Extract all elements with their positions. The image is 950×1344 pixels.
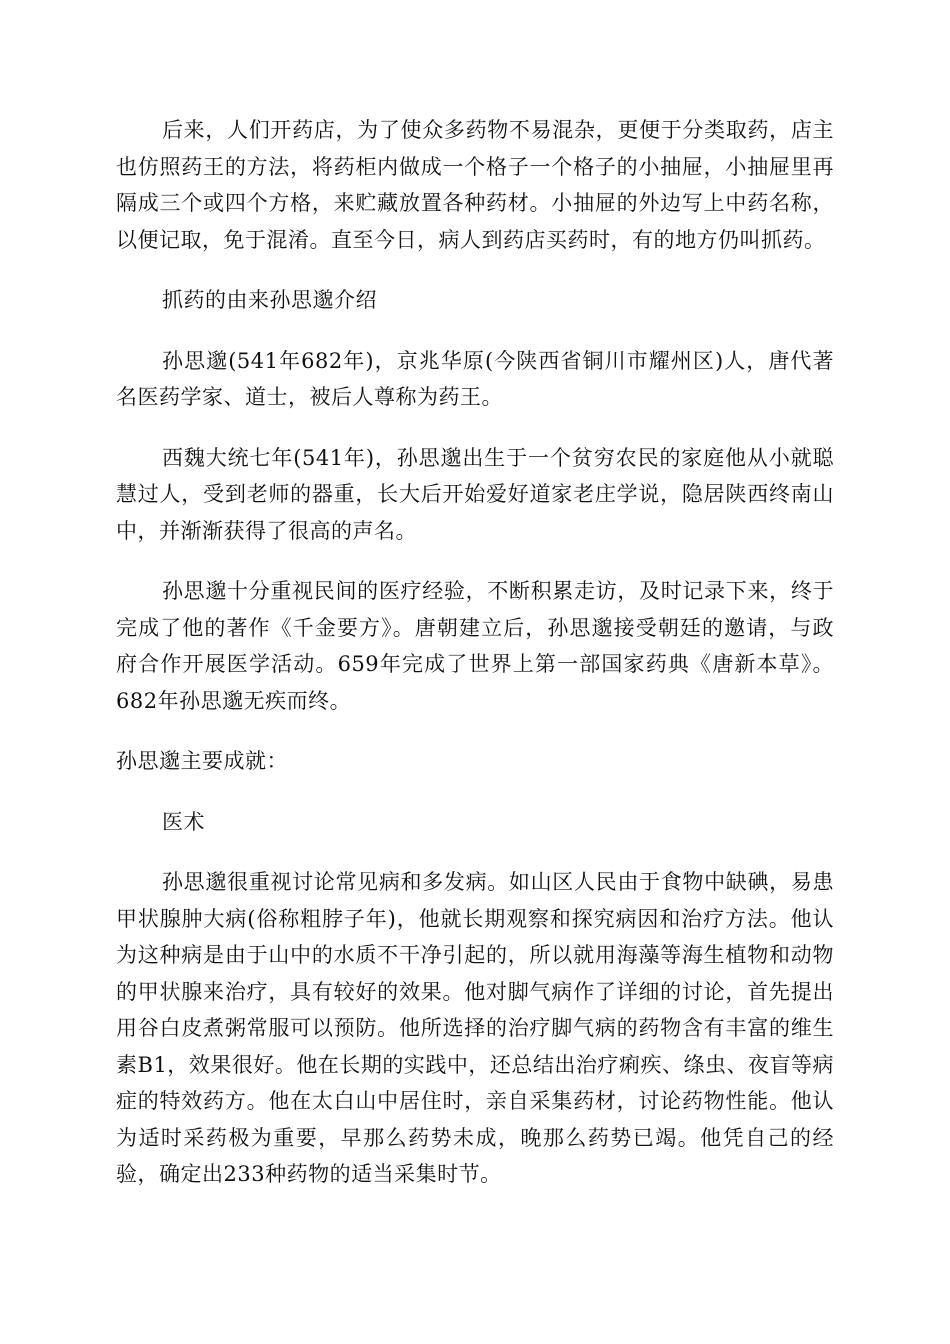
paragraph-works: 孙思邈十分重视民间的医疗经验，不断积累走访，及时记录下来，终于完成了他的著作《千金要方》。唐朝建立后，孙思邈接受朝廷的邀请，与政府合作开展医学活动。659年完成了世界上第一部国家药典《唐新本草》。682年孙思邈无疾而终。	[116, 579, 834, 713]
section-heading-achievements: 孙思邈主要成就：	[116, 749, 288, 773]
paragraph-medical-achievements: 孙思邈很重视讨论常见病和多发病。如山区人民由于食物中缺碘，易患甲状腺肿大病(俗称粗脖子年)，他就长期观察和探究病因和治疗方法。他认为这种病是由于山中的水质不干净引起的，所以就用海藻等海生植物和动物的甲状腺来治疗，具有较好的效果。他对脚气病作了详细的讨论，首先提出用谷白皮煮粥常服可以预防。他所选择的治疗脚气病的药物含有丰富的维生素B1，效果很好。他在长期的实践中，还总结出治疗痢疾、绦虫、夜盲等病症的特效药方。他在太白山中居住时，亲自采集药材，讨论药物性能。他认为适时采药极为重要，早那么药势未成，晚那么药势已竭。他凭自己的经验，确定出233种药物的适当采集时节。	[116, 870, 834, 1186]
paragraph-pharmacy-origin: 后来，人们开药店，为了使众多药物不易混杂，更便于分类取药，店主也仿照药王的方法，将药柜内做成一个格子一个格子的小抽屉，小抽屉里再隔成三个或四个方格，来贮藏放置各种药材。小抽屉的外边写上中药名称，以便记取，免于混淆。直至今日，病人到药店买药时，有的地方仍叫抓药。	[116, 118, 834, 252]
subheading-medicine: 医术	[162, 809, 205, 834]
document-body	[116, 112, 834, 1217]
section-heading-intro: 抓药的由来孙思邈介绍	[162, 288, 377, 312]
paragraph-biography: 孙思邈(541年682年)，京兆华原(今陕西省铜川市耀州区)人，唐代著名医药学家、道士，被后人尊称为药王。	[116, 348, 834, 409]
paragraph-early-life: 西魏大统七年(541年)，孙思邈出生于一个贫穷农民的家庭他从小就聪慧过人，受到老师的器重，长大后开始爱好道家老庄学说，隐居陕西终南山中，并渐渐获得了很高的声名。	[116, 445, 834, 543]
